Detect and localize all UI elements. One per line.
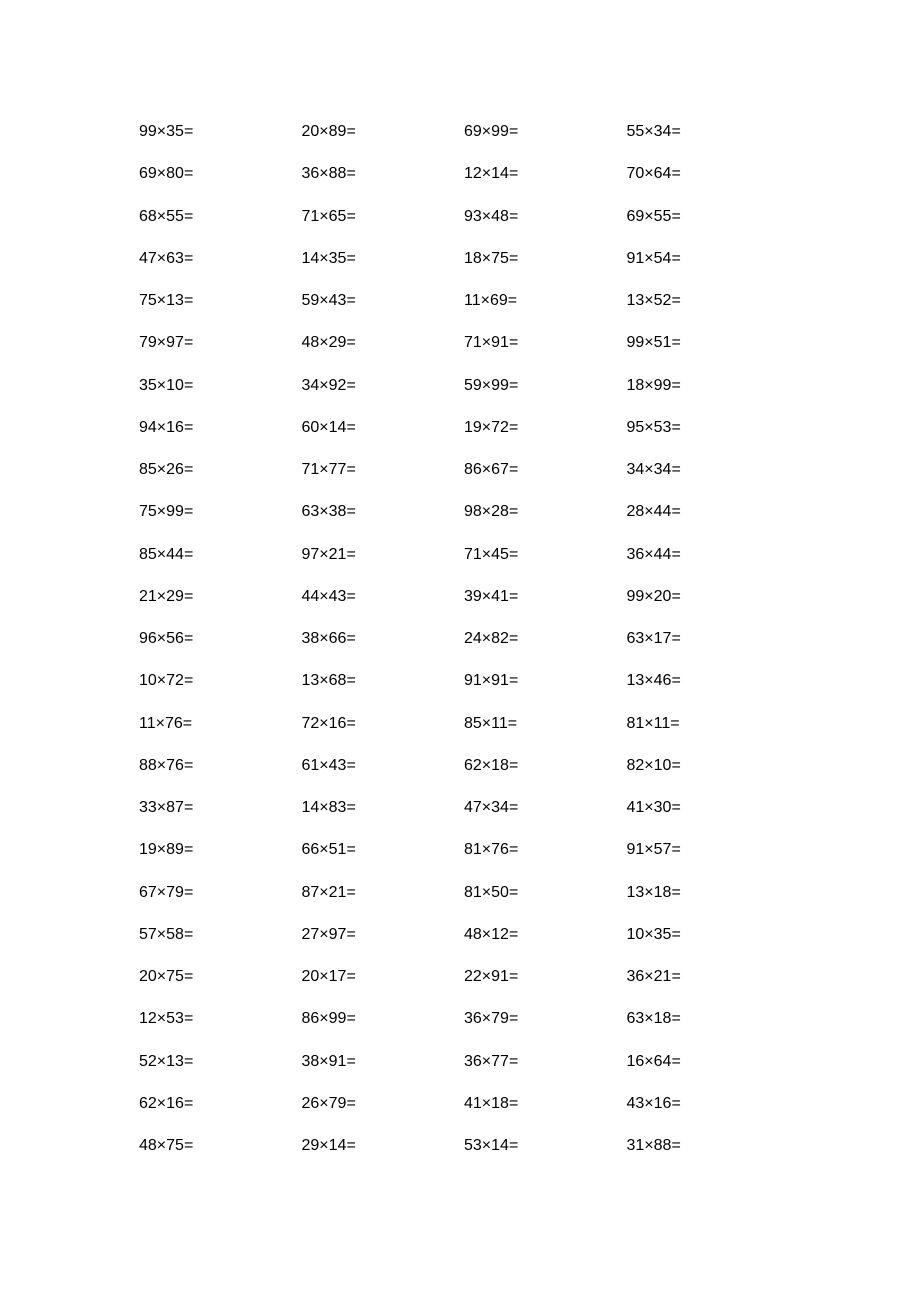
problem-row — [139, 881, 789, 923]
multiplication-problem: 97×21= — [301, 545, 356, 563]
multiplication-problem: 85×44= — [139, 545, 194, 563]
multiplication-problem: 12×53= — [139, 1010, 194, 1028]
multiplication-problem: 62×18= — [464, 756, 519, 774]
problem-row — [139, 923, 789, 965]
multiplication-problem: 36×21= — [626, 968, 681, 985]
problem-row — [139, 162, 789, 204]
multiplication-problem: 62×16= — [139, 1094, 194, 1112]
problem-row — [139, 1007, 789, 1049]
problem-row — [139, 965, 789, 1007]
multiplication-problem: 19×72= — [464, 418, 519, 436]
multiplication-problem: 85×11= — [464, 714, 518, 732]
multiplication-problem: 16×64= — [626, 1052, 681, 1070]
multiplication-problem: 71×91= — [464, 334, 519, 352]
multiplication-problem: 91×91= — [464, 672, 519, 690]
multiplication-problem: 57×58= — [139, 925, 194, 943]
multiplication-problem: 99×51= — [626, 334, 681, 352]
multiplication-problem: 36×77= — [464, 1052, 519, 1070]
multiplication-worksheet — [139, 120, 789, 1176]
multiplication-problem: 31×88= — [626, 1137, 681, 1154]
multiplication-problem: 12×14= — [464, 165, 519, 183]
multiplication-problem: 52×13= — [139, 1052, 194, 1070]
multiplication-problem: 96×56= — [139, 630, 194, 647]
multiplication-problem: 38×91= — [301, 1052, 356, 1070]
problem-row — [139, 289, 789, 331]
multiplication-problem: 70×64= — [626, 165, 681, 183]
multiplication-problem: 63×17= — [626, 630, 681, 647]
multiplication-problem: 60×14= — [301, 418, 356, 436]
multiplication-problem: 81×50= — [464, 883, 519, 901]
multiplication-problem: 13×46= — [626, 672, 681, 690]
multiplication-problem: 99×35= — [139, 123, 194, 140]
multiplication-problem: 81×76= — [464, 841, 519, 859]
problem-row — [139, 1092, 789, 1134]
multiplication-problem: 18×99= — [626, 376, 681, 394]
multiplication-problem: 71×77= — [301, 461, 356, 478]
problem-row — [139, 458, 789, 500]
multiplication-problem: 38×66= — [301, 630, 356, 647]
multiplication-problem: 53×14= — [464, 1137, 519, 1154]
problem-row — [139, 543, 789, 585]
multiplication-problem: 94×16= — [139, 418, 194, 436]
multiplication-problem: 13×52= — [626, 292, 681, 309]
multiplication-problem: 91×57= — [626, 841, 681, 859]
multiplication-problem: 93×48= — [464, 207, 519, 225]
multiplication-problem: 18×75= — [464, 249, 519, 267]
multiplication-problem: 85×26= — [139, 461, 194, 478]
multiplication-problem: 98×28= — [464, 503, 519, 521]
multiplication-problem: 35×10= — [139, 376, 194, 394]
problem-row — [139, 374, 789, 416]
multiplication-problem: 20×17= — [301, 968, 356, 985]
multiplication-problem: 86×99= — [301, 1010, 356, 1028]
multiplication-problem: 59×99= — [464, 376, 519, 394]
problem-row — [139, 247, 789, 289]
multiplication-problem: 10×72= — [139, 672, 194, 690]
multiplication-problem: 48×12= — [464, 925, 519, 943]
multiplication-problem: 20×89= — [301, 123, 356, 140]
problem-row — [139, 669, 789, 711]
multiplication-problem: 61×43= — [301, 756, 356, 774]
multiplication-problem: 26×79= — [301, 1094, 356, 1112]
multiplication-problem: 86×67= — [464, 461, 519, 478]
multiplication-problem: 47×63= — [139, 249, 194, 267]
multiplication-problem: 34×92= — [301, 376, 356, 394]
multiplication-problem: 27×97= — [301, 925, 356, 943]
multiplication-problem: 71×65= — [301, 207, 356, 225]
multiplication-problem: 48×75= — [139, 1137, 194, 1154]
multiplication-problem: 43×16= — [626, 1094, 681, 1112]
multiplication-problem: 36×88= — [301, 165, 356, 183]
problem-row — [139, 1050, 789, 1092]
multiplication-problem: 14×35= — [301, 249, 356, 267]
problem-row — [139, 712, 789, 754]
multiplication-problem: 99×20= — [626, 587, 681, 605]
multiplication-problem: 75×99= — [139, 503, 194, 521]
multiplication-problem: 69×80= — [139, 165, 194, 183]
multiplication-problem: 36×44= — [626, 545, 681, 563]
multiplication-problem: 63×38= — [301, 503, 356, 521]
multiplication-problem: 33×87= — [139, 799, 194, 816]
problem-row — [139, 331, 789, 373]
problem-row — [139, 1134, 789, 1176]
multiplication-problem: 47×34= — [464, 799, 519, 816]
multiplication-problem: 48×29= — [301, 334, 356, 352]
multiplication-problem: 75×13= — [139, 292, 194, 309]
multiplication-problem: 11×76= — [139, 714, 193, 732]
multiplication-problem: 68×55= — [139, 207, 194, 225]
problem-row — [139, 627, 789, 669]
multiplication-problem: 13×68= — [301, 672, 356, 690]
multiplication-problem: 24×82= — [464, 630, 519, 647]
multiplication-problem: 41×18= — [464, 1094, 519, 1112]
multiplication-problem: 71×45= — [464, 545, 519, 563]
problem-row — [139, 120, 789, 162]
problem-row — [139, 585, 789, 627]
multiplication-problem: 55×34= — [626, 123, 681, 140]
multiplication-problem: 69×55= — [626, 207, 681, 225]
multiplication-problem: 10×35= — [626, 925, 681, 943]
multiplication-problem: 28×44= — [626, 503, 681, 521]
problem-row — [139, 416, 789, 458]
multiplication-problem: 79×97= — [139, 334, 194, 352]
multiplication-problem: 81×11= — [626, 714, 680, 732]
problem-row — [139, 796, 789, 838]
problem-row — [139, 838, 789, 880]
multiplication-problem: 29×14= — [301, 1137, 356, 1154]
multiplication-problem: 13×18= — [626, 883, 681, 901]
multiplication-problem: 91×54= — [626, 249, 681, 267]
multiplication-problem: 44×43= — [301, 587, 356, 605]
problem-row — [139, 754, 789, 796]
multiplication-problem: 20×75= — [139, 968, 194, 985]
multiplication-problem: 22×91= — [464, 968, 519, 985]
multiplication-problem: 19×89= — [139, 841, 194, 859]
multiplication-problem: 63×18= — [626, 1010, 681, 1028]
multiplication-problem: 11×69= — [464, 292, 518, 309]
multiplication-problem: 72×16= — [301, 714, 356, 732]
multiplication-problem: 82×10= — [626, 756, 681, 774]
multiplication-problem: 87×21= — [301, 883, 356, 901]
multiplication-problem: 41×30= — [626, 799, 681, 816]
multiplication-problem: 59×43= — [301, 292, 356, 309]
multiplication-problem: 67×79= — [139, 883, 194, 901]
multiplication-problem: 36×79= — [464, 1010, 519, 1028]
multiplication-problem: 66×51= — [301, 841, 356, 859]
multiplication-problem: 69×99= — [464, 123, 519, 140]
multiplication-problem: 14×83= — [301, 799, 356, 816]
multiplication-problem: 21×29= — [139, 587, 194, 605]
multiplication-problem: 34×34= — [626, 461, 681, 478]
multiplication-problem: 39×41= — [464, 587, 519, 605]
multiplication-problem: 95×53= — [626, 418, 681, 436]
problem-row — [139, 500, 789, 542]
multiplication-problem: 88×76= — [139, 756, 194, 774]
problem-row — [139, 205, 789, 247]
